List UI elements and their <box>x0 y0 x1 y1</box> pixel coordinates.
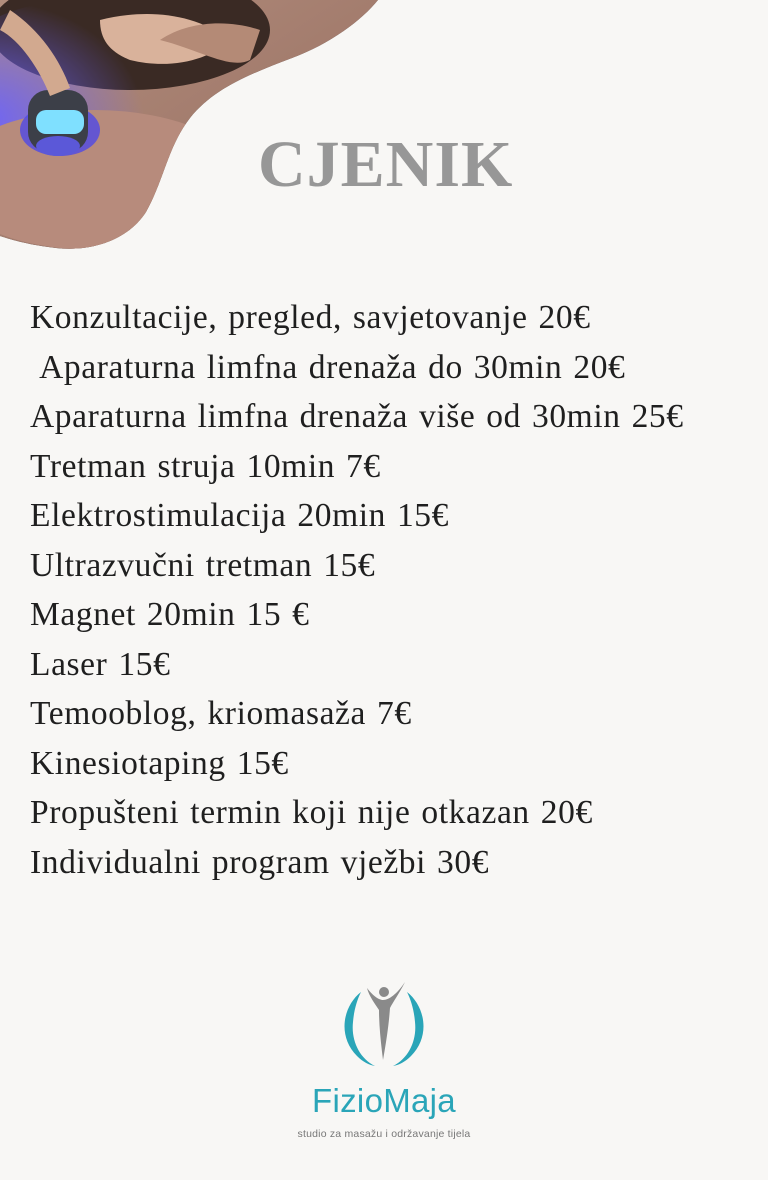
page-title: CJENIK <box>258 128 514 201</box>
price-item: Ultrazvučni tretman 15€ <box>30 546 376 584</box>
price-item: Aparaturna limfna drenaža više od 30min 25€ <box>30 398 684 435</box>
price-item: Tretman struja 10min 7€ <box>30 447 381 485</box>
price-list <box>30 293 750 887</box>
price-item: Individualni program vježbi 30€ <box>30 843 490 881</box>
price-item: Konzultacije, pregled, savjetovanje 20€ <box>30 299 591 336</box>
price-item: Laser 15€ <box>30 645 171 683</box>
brand-tagline: studio za masažu i održavanje tijela <box>297 1128 471 1140</box>
price-item: Aparaturna limfna drenaža do 30min 20€ <box>30 348 626 386</box>
price-item: Temooblog, kriomasaža 7€ <box>30 695 412 732</box>
brand-name: FizioMaja <box>312 1082 456 1119</box>
price-item: Elektrostimulacija 20min 15€ <box>30 497 450 534</box>
price-item: Propušteni termin koji nije otkazan 20€ <box>30 794 593 831</box>
price-item: Magnet 20min 15 € <box>30 596 310 633</box>
brand-logo <box>250 978 518 1158</box>
price-item: Kinesiotaping 15€ <box>30 744 289 782</box>
figure-logo-icon <box>339 978 429 1070</box>
